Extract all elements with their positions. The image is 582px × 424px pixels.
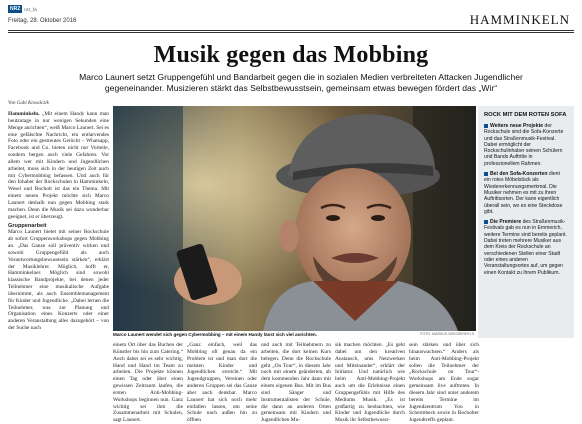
article-photo: [113, 106, 476, 331]
newspaper-edition: nrz_fa: [24, 6, 37, 12]
sidebar-item-text: dient ein rotes Möbelstück als Wiedererkennungsmerkmal. Die Musiker nehmen es mit zu ihren Auftrittsorten. Der kann eigentlich überall sein, wo es eine Steckdose gibt.: [484, 171, 563, 215]
sidebar-item-lead: Bei den Sofa-Konzerten: [490, 171, 548, 178]
photo-credit: FOTO: MARKUS WEISSENFELS: [420, 332, 474, 336]
sidebar-item: [484, 219, 568, 276]
article-column-1: [8, 111, 109, 400]
photo-marco-launert: [113, 106, 476, 331]
subheading-gruppenarbeit: Gruppenarbeit: [8, 222, 47, 229]
article-column-2: einem Ort über das Buchen der Künstler bis hin zum Catering.“ Auch dabei sei es sehr wichtig, Hand und Hand im Team zu arbeiten. Die Projekte können einen Tag oder über einen gewissen Zeitraum laufen, die ersten Anti-Mobbing-Workshops beginnen nun. Ganz wichtig sei ihm die Zusammenarbeit mit Schulen, sagt Launert.: [113, 342, 183, 424]
sidebar-item-lead: Weitere neue Projekte: [490, 123, 544, 129]
bullet-square-icon: [484, 172, 488, 176]
dateline: Hamminkeln.: [8, 111, 40, 117]
article-column-3: „Ganz einfach, weil das Mobbing oft genau da ein Problem ist und man dort die meisten Kinder und Jugendlichen erreicht.“ Mit Jugendgruppen, Vereinen oder anderen Gruppen sei das Ganze aber auch denkbar. Marco Launert hat sich noch mehr einfallen lassen, um seine Schule nach außen hin zu öffnen: [187, 342, 257, 424]
info-sidebar: [478, 106, 574, 338]
sidebar-item: [484, 171, 568, 215]
sidebar-item-text: des Straßenmusik-Festivals gab es nun in Emmerich, weitere Termine sind bereits geplant. Dabei treten mehrere Musiker aus dem Kreis der Rockschule an verschiedenen Stellen einer Stadt oder eines anderen Veranstaltungsortes auf, um gegen einen Kontakt zu ihrem Publikum.: [484, 219, 567, 276]
masthead: [8, 5, 37, 13]
article-intro-text: „Mit einem Handy kann man heutzutage in nur wenigen Sekunden eine Menge anrichten“, weiß Marco Launert. Sei es eine gefälschte Nachricht, ein entlarvendes Foto oder ein gestreutes Gerücht – Whatsapp, Facebook und Co. bieten nicht nur Vorteile, sondern bergen auch viele Gefahren. Vor allem wer mit Kindern und Jugendlichen arbeitet, muss sich in der heutigen Zeit auch mit Cybermobbing befassen. Und auch für den Inhaber der Rockschulen in Hamminkeln, Wesel und Bocholt ist das ein Thema. Mit einem neuen Projekt möchte sich Marco Launert deshalb nun gegen Mobbing stark machen. Denn die Musik sei dazu wunderbar geeignet, ist er überzeugt.: [8, 111, 109, 220]
article-headline: Musik gegen das Mobbing: [153, 42, 429, 68]
bullet-square-icon: [484, 220, 488, 224]
issue-date: Freitag, 28. Oktober 2016: [8, 18, 77, 24]
article-column-6: sein stärken und über sich hinauswachsen.“ Anders als beim Anti-Mobbing-Projekt sollen die Teilnehmer der „Rockschule on Tour“-Workshops am Ende sogar gemeinsam live auftreten. In diesem Jahr sind unter anderem bereits Termine im Jugendzentrum You in Schermbeck sowie in Bocholter Jugendtreffs geplant.: [409, 342, 479, 424]
article-column-5: sik machen möchten. „Es geht dabei um den kreativen Austausch, ums Netzwerken und Miteinander“, erklärt der Initiator. Und natürlich wie beim Anti-Mobbing-Projekt auch um die Erlebnisse einen Gruppengefühls mit Hilfe des Mediums Musik. „Es ist großartig zu beobachten, wie Kinder und Jugendliche durch Musik ihr Selbstbewusst-: [335, 342, 405, 424]
section-title: HAMMINKELN: [469, 12, 570, 27]
article-column-4: und auch mit Teilnehmern zu arbeiten, die dort keinen Kurs belegen. Denn die Rockschule geht „On Tour“, in diesem Jahr noch mit einem geänderten, ab dem kommenden Jahr dann mit einem eigenen Bus. Mit im Bus sind Sänger und Instrumentalisten der Schule, die dann an anderen Orten gemeinsam mit Kindern und Jugendlichen Mu-: [261, 342, 331, 424]
sidebar-item: [484, 123, 568, 167]
byline: Von Gabi Kowalczik: [8, 101, 49, 106]
header-rule: [8, 30, 574, 31]
bullet-square-icon: [484, 124, 488, 128]
sidebar-item-text: der Rockschule sind die Sofa-Konzerte und das Straßenmusik-Festival. Dabei ermöglicht der Rockschulinhaber seinen Schülern und Bands Auftritte in professionellem Rahmen.: [484, 123, 564, 167]
photo-caption-bar: [113, 332, 476, 340]
header-rule-thin: [8, 32, 574, 33]
photo-caption: Marco Launert wendet sich gegen Cybermobbing – mit einem Handy lässt sich viel anrichten.: [113, 332, 317, 337]
sidebar-item-lead: Die Premiere: [490, 219, 522, 226]
article-lead: Marco Launert setzt Gruppengefühl und Bandarbeit gegen die in sozialen Medien verbreiteten Attacken Jugendlicher gegeneinander. Musizieren stärkt das Selbstbewusstsein, gemeinsam etwas bewegen fördert das „Wir“: [79, 72, 523, 93]
article-body-text: Marco Launert bietet mit seiner Rockschule ab sofort Gruppenworkshops gegen Mobbing an. „Das Ganze soll präventiv wirken und sowohl Gruppengefühl als auch Verantwortungsbewusstsein stärken“, erklärt der Musiklehrer. Möglich, hofft er, Hamminkelner. Möglich sind sowohl klassische Bandprojekte, bei denen jeder Teilnehmer eine musikalische Aufgabe übernimmt, als auch Ensemblemanagement für Kinder und Jugendliche. „Dabei lernen die Teilnehmer, was zur Planung und Organisation eines Konzerts oder einer anderen Veranstaltung alles dazugehört – von der Suche nach: [8, 229, 109, 332]
newspaper-logo: NRZ: [10, 6, 21, 12]
sidebar-heading: ROCK MIT DEM ROTEN SOFA: [484, 112, 567, 118]
